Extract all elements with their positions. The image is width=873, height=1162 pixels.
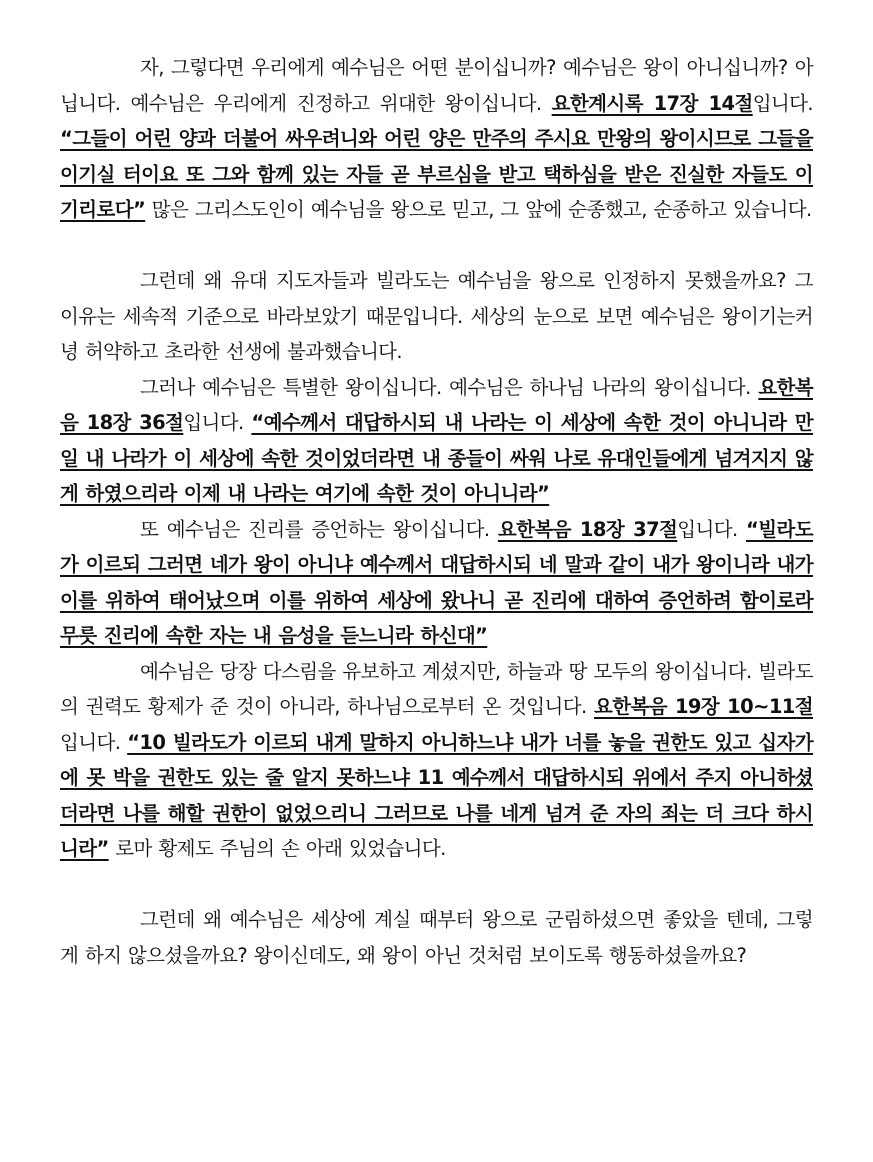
body-text: 많은 그리스도인이 예수님을 왕으로 믿고, 그 앞에 순종했고, 순종하고 있습니다. (145, 198, 812, 221)
paragraph (60, 370, 813, 512)
body-text: 로마 황제도 주님의 손 아래 있었습니다. (108, 837, 446, 860)
body-text: 자, 그렇다면 우리에게 예수님은 어떤 분이십니까? 예수님은 왕이 아니십니까? 아닙니다. 예수님은 우리에게 진정하고 위대한 왕이십니다. (60, 56, 813, 115)
document-page (60, 50, 813, 973)
paragraph (60, 263, 813, 370)
scripture-reference: 요한복음 19장 10~11절 (593, 695, 813, 718)
body-text: 예수님은 당장 다스림을 유보하고 계셨지만, 하늘과 땅 모두의 왕이십니다. 빌라도의 권력도 황제가 준 것이 아니라, 하나님으로부터 온 것입니다. (60, 659, 813, 718)
paragraph-gap (60, 867, 813, 903)
scripture-quote: “그들이 어린 양과 더불어 싸우려니와 어린 양은 만주의 주시요 만왕의 왕이시므로 그들을 이기실 터이요 또 그와 함께 있는 자들 곧 부르심을 받고 택하심을 받은 진실한 자들도 이기리로다” (60, 127, 813, 221)
paragraph (60, 654, 813, 867)
body-text: 입니다. (752, 91, 813, 115)
body-text: 그런데 왜 예수님은 세상에 계실 때부터 왕으로 군림하셨으면 좋았을 텐데, 그렇게 하지 않으셨을까요? 왕이신데도, 왜 왕이 아닌 것처럼 보이도록 행동하셨을까요? (60, 908, 813, 967)
body-text: 그러나 예수님은 특별한 왕이십니다. 예수님은 하나님 나라의 왕이십니다. (140, 375, 759, 399)
scripture-reference: 요한복음 18장 36절 (60, 375, 813, 434)
paragraph (60, 902, 813, 973)
scripture-reference: 요한복음 18장 37절 (497, 517, 678, 541)
paragraph-gap (60, 228, 813, 264)
paragraph (60, 512, 813, 654)
paragraph (60, 50, 813, 228)
body-text: 입니다. (60, 730, 128, 754)
body-text: 그런데 왜 유대 지도자들과 빌라도는 예수님을 왕으로 인정하지 못했을까요? 그 이유는 세속적 기준으로 바라보았기 때문입니다. 세상의 눈으로 보면 예수님은 왕이기는커녕 허약하고 초라한 선생에 불과했습니다. (60, 269, 813, 363)
scripture-quote: “10 빌라도가 이르되 내게 말하지 아니하느냐 내가 너를 놓을 권한도 있고 십자가에 못 박을 권한도 있는 줄 알지 못하느냐 11 예수께서 대답하시되 위에서 주지 아니하셨더라면 나를 해할 권한이 없었으리니 그러므로 나를 네게 넘겨 준 자의 죄는 더 크다 하시니라” (60, 730, 813, 860)
scripture-quote: “빌라도가 이르되 그러면 네가 왕이 아니냐 예수께서 대답하시되 네 말과 같이 내가 왕이니라 내가 이를 위하여 태어났으며 이를 위하여 세상에 왔나니 곧 진리에 대하여 증언하려 함이로라 무릇 진리에 속한 자는 내 음성을 듣느니라 하신대” (60, 517, 813, 647)
scripture-quote: “예수께서 대답하시되 내 나라는 이 세상에 속한 것이 아니니라 만일 내 나라가 이 세상에 속한 것이었더라면 내 종들이 싸워 나로 유대인들에게 넘겨지지 않게 하였으리라 이제 내 나라는 여기에 속한 것이 아니니라” (60, 411, 813, 505)
body-text: 또 예수님은 진리를 증언하는 왕이십니다. (140, 517, 498, 541)
scripture-reference: 요한계시록 17장 14절 (551, 91, 753, 115)
body-text: 입니다. (677, 517, 747, 541)
body-text: 입니다. (183, 411, 252, 434)
